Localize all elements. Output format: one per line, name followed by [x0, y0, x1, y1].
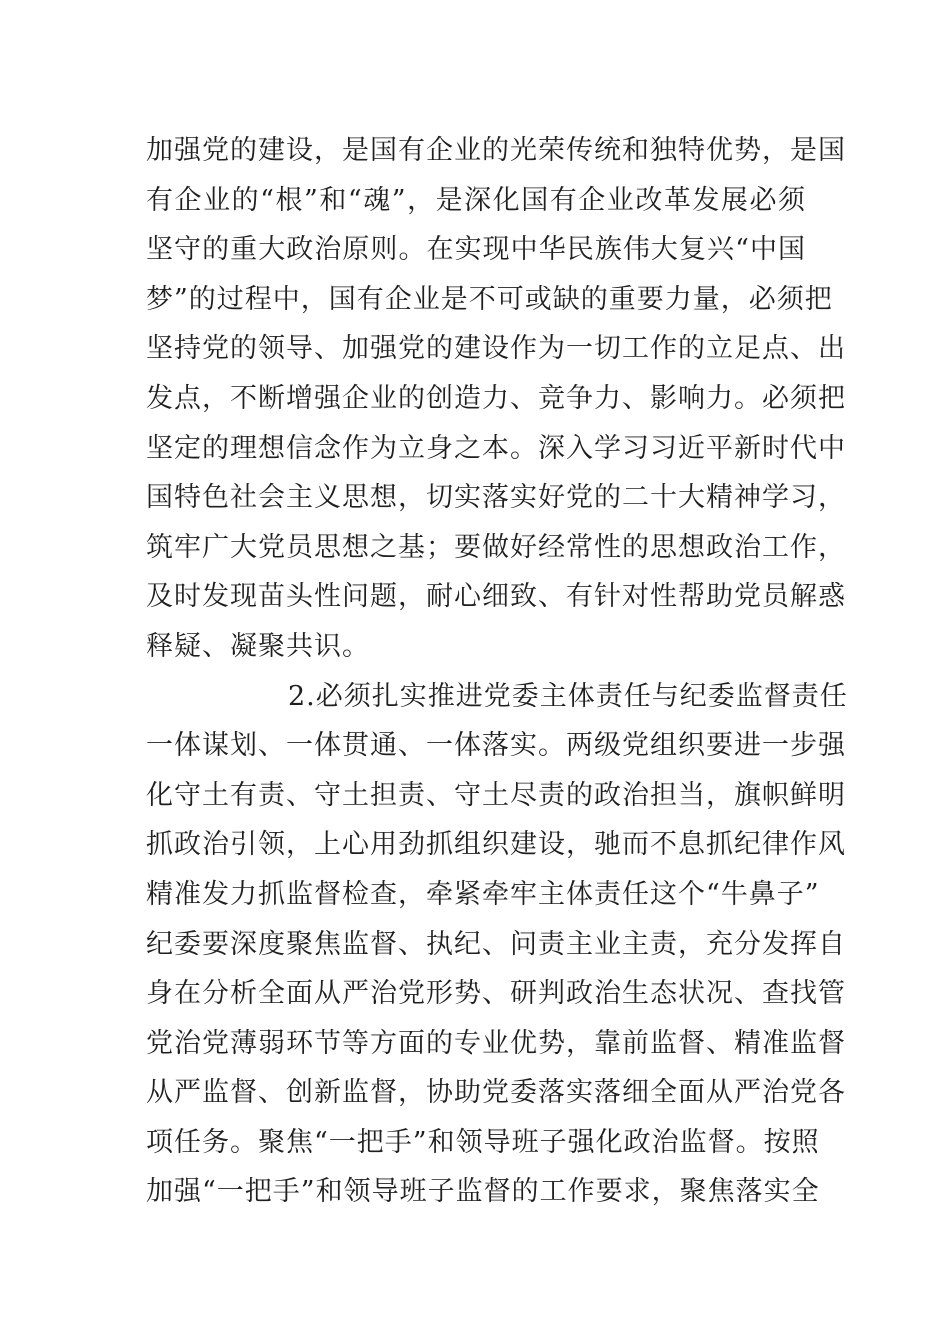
text-line: 坚定的理想信念作为立身之本。深入学习习近平新时代中	[146, 432, 846, 464]
text-line: 加强党的建设，是国有企业的光荣传统和独特优势，是国	[146, 135, 846, 166]
text-line: 有企业的“根”和“魂”，是深化国有企业改革发展必须	[146, 184, 806, 216]
text-line: 加强“一把手”和领导班子监督的工作要求，聚焦落实全	[146, 1176, 820, 1208]
paragraph-1	[146, 126, 846, 672]
text-line: 抓政治引领，上心用劲抓组织建设，驰而不息抓纪律作风	[146, 829, 846, 861]
text-line: 身在分析全面从严治党形势、研判政治生态状况、查找管	[146, 978, 846, 1010]
body-text	[146, 126, 848, 1217]
text-line: 发点，不断增强企业的创造力、竞争力、影响力。必须把	[146, 382, 846, 414]
text-line: 纪委要深度聚焦监督、执纪、问责主业主责，充分发挥自	[146, 928, 846, 960]
text-line: 党治党薄弱环节等方面的专业优势，靠前监督、精准监督	[146, 1027, 846, 1059]
text-line: 坚守的重大政治原则。在实现中华民族伟大复兴“中国	[146, 234, 806, 266]
text-line: 化守土有责、守土担责、守土尽责的政治担当，旗帜鲜明	[146, 779, 846, 811]
section-heading-line: 2.必须扎实推进党委主体责任与纪委监督责任	[288, 680, 848, 712]
text-line: 国特色社会主义思想，切实落实好党的二十大精神学习，	[146, 482, 846, 514]
text-line: 项任务。聚焦“一把手”和领导班子强化政治监督。按照	[146, 1126, 820, 1158]
text-line: 坚持党的领导、加强党的建设作为一切工作的立足点、出	[146, 333, 846, 365]
text-line: 及时发现苗头性问题，耐心细致、有针对性帮助党员解惑	[146, 581, 846, 613]
text-line: 筑牢广大党员思想之基；要做好经常性的思想政治工作，	[146, 531, 846, 563]
text-line: 梦”的过程中，国有企业是不可或缺的重要力量，必须把	[146, 283, 833, 315]
paragraph-2	[146, 672, 848, 1218]
text-line: 一体谋划、一体贯通、一体落实。两级党组织要进一步强	[146, 730, 846, 762]
text-line: 从严监督、创新监督，协助党委落实落细全面从严治党各	[146, 1077, 846, 1109]
text-line: 释疑、凝聚共识。	[146, 630, 370, 662]
text-line: 精准发力抓监督检查，牵紧牵牢主体责任这个“牛鼻子”	[146, 878, 820, 910]
